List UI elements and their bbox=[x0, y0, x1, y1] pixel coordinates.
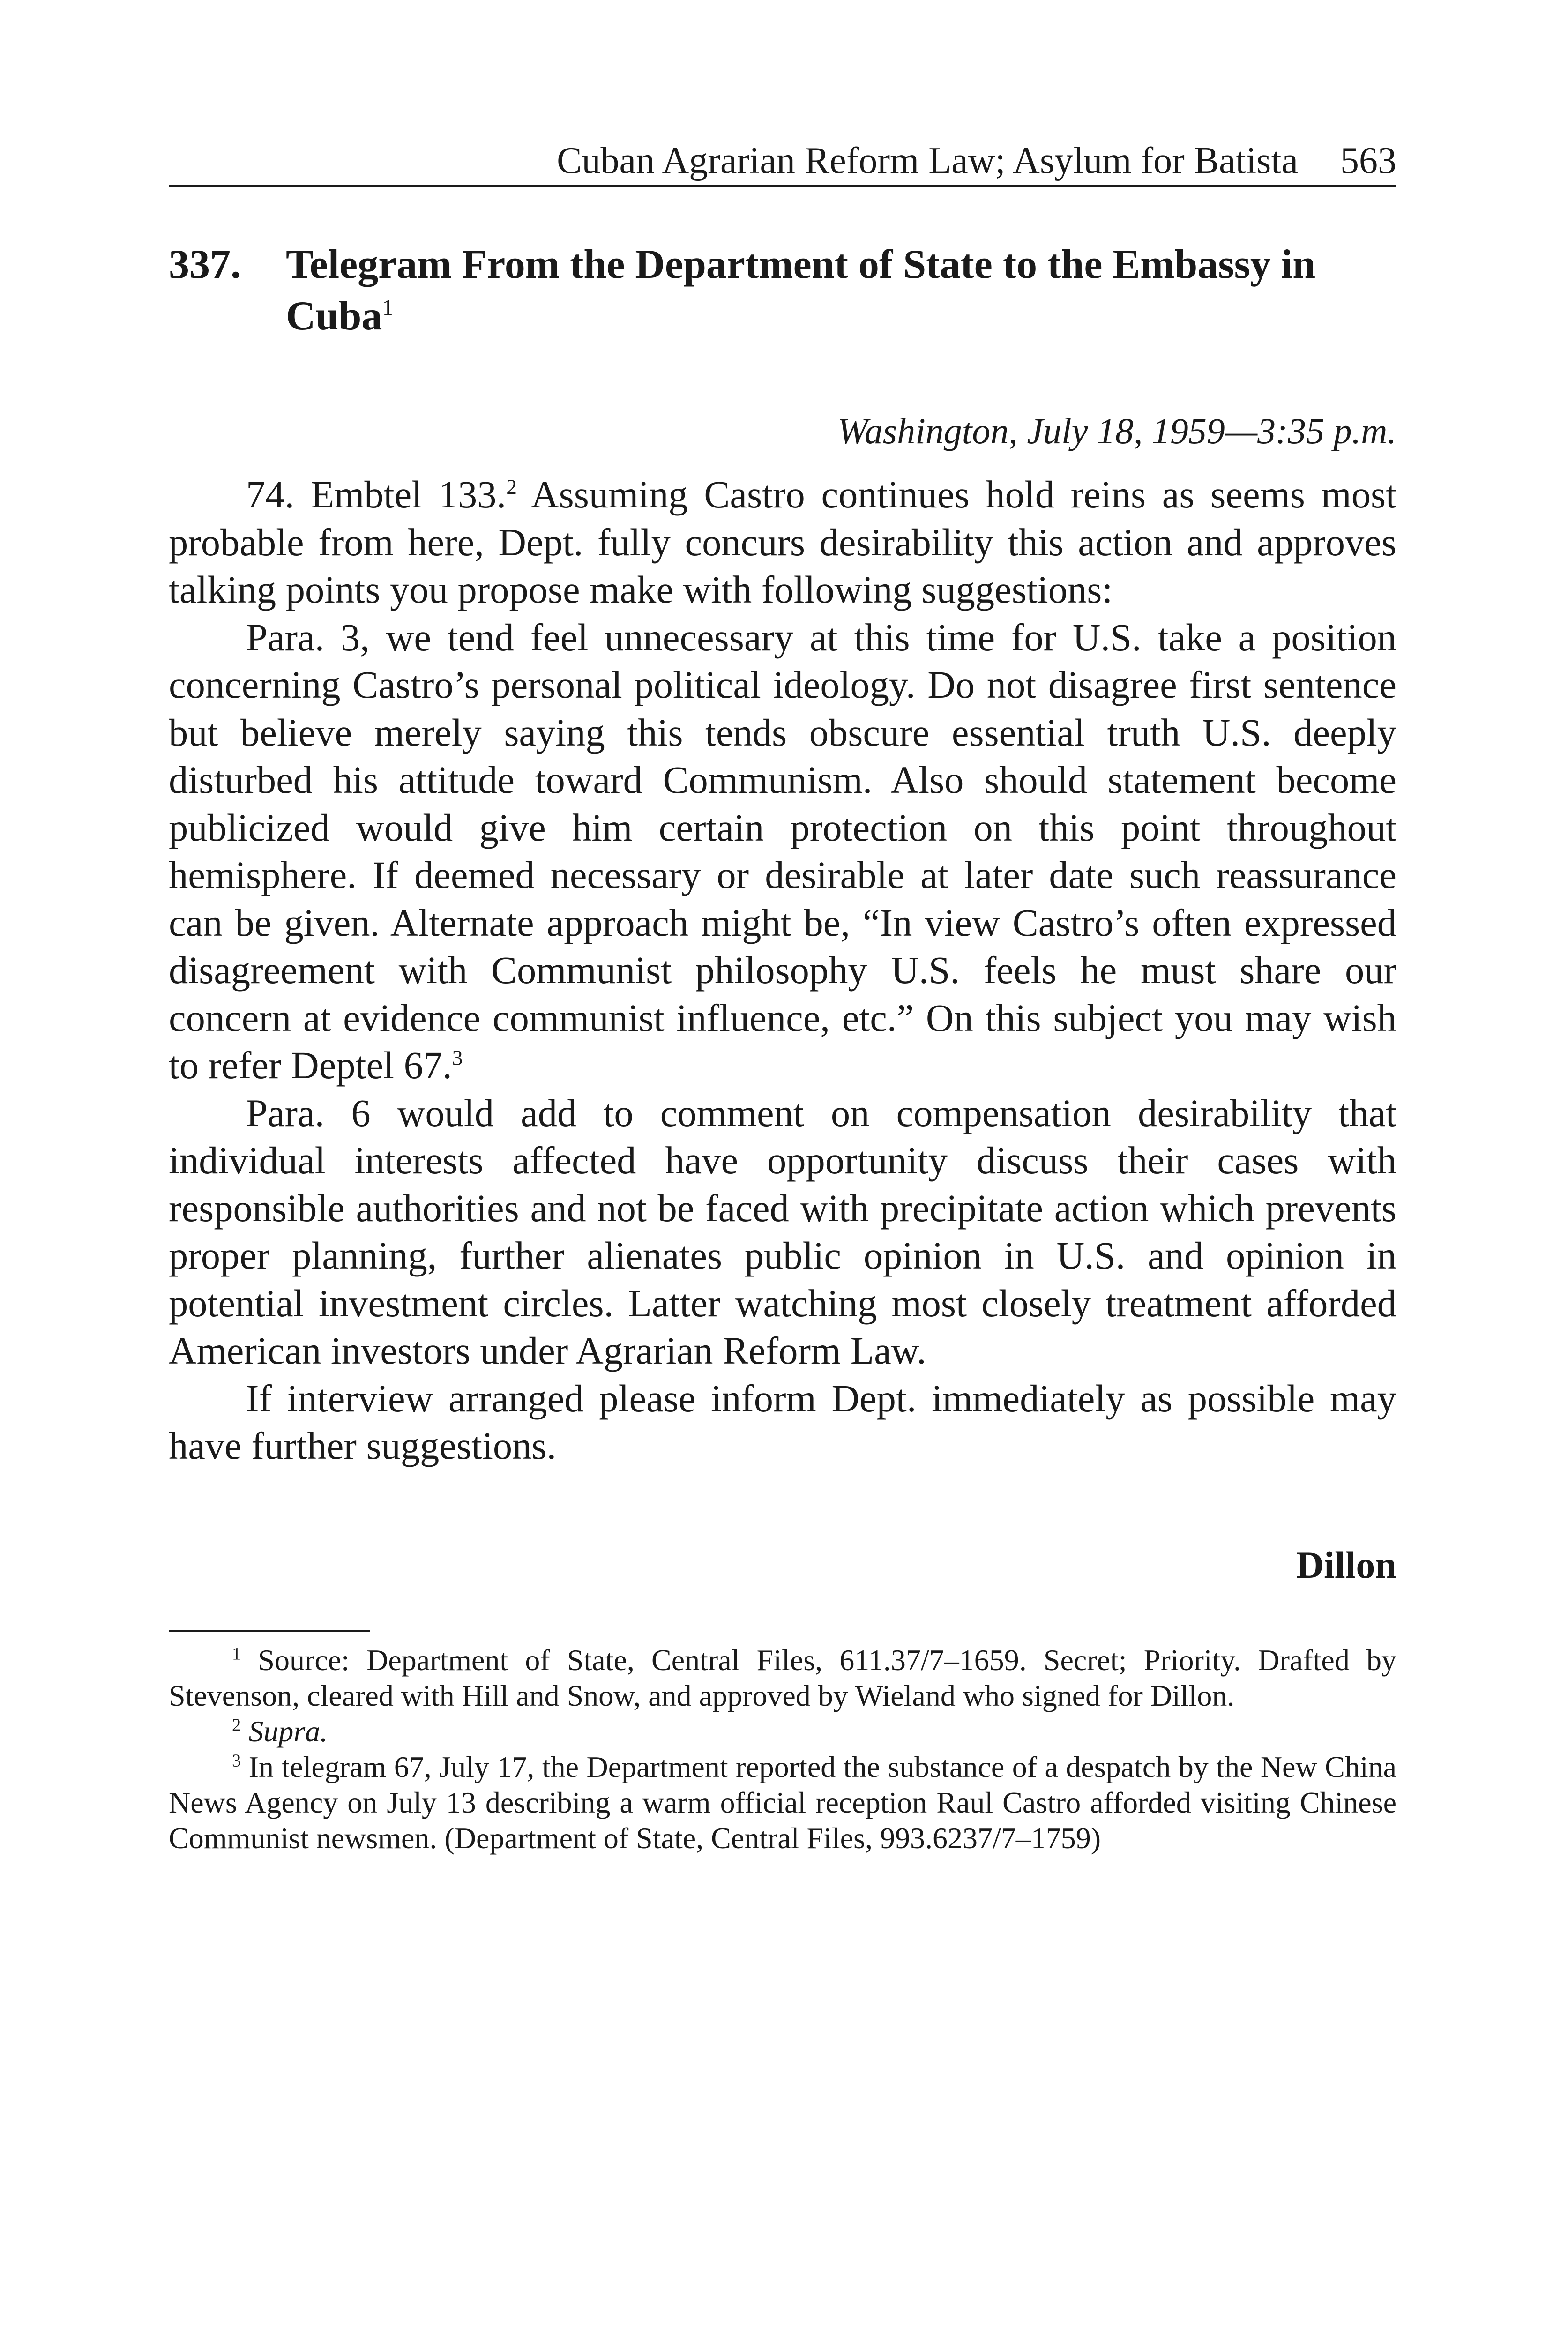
page-number: 563 bbox=[1340, 140, 1396, 181]
footnote-ref-1: 1 bbox=[382, 295, 394, 321]
footnote-text: Supra. bbox=[248, 1715, 328, 1748]
body-paragraph-2 bbox=[169, 614, 1396, 1089]
body-paragraph-4: If interview arranged please inform Dept. immediately as possible may have further suggestions. bbox=[169, 1376, 1396, 1467]
footnote-text: In telegram 67, July 17, the Department reported the substance of a despatch by the New China News Agency on July 13 describing a warm official reception Raul Castro afforded visiting Chinese Communist newsmen. (Department of State, Central Files, 993.6237/7–1759) bbox=[169, 1750, 1397, 1855]
document-number: 337. bbox=[169, 242, 241, 287]
body-p1-rest: Assuming Castro continues hold reins as seems most probable from here, Dept. fully concurs desirability this action and approves talking points you propose make with following suggestions: bbox=[169, 473, 1396, 611]
footnote-ref-3: 3 bbox=[452, 1046, 463, 1070]
footnote-marker: 3 bbox=[232, 1751, 241, 1771]
dateline: Washington, July 18, 1959—3:35 p.m. bbox=[837, 410, 1396, 451]
running-head bbox=[169, 131, 1396, 187]
footnote-ref-2: 2 bbox=[506, 475, 517, 499]
running-head-title: Cuban Agrarian Reform Law; Asylum for Batista bbox=[557, 140, 1298, 181]
footnote-marker: 1 bbox=[232, 1644, 241, 1664]
footnote-rule bbox=[169, 1630, 370, 1632]
footnote-marker: 2 bbox=[232, 1715, 241, 1735]
footnote-3 bbox=[169, 1749, 1396, 1856]
body-p1-start: 74. Embtel 133. bbox=[246, 473, 507, 516]
telegram-body bbox=[169, 471, 1396, 1470]
body-paragraph-1 bbox=[169, 471, 1396, 614]
document-title-text: Telegram From the Department of State to the Embassy in Cuba bbox=[286, 242, 1316, 339]
footnote-text: Source: Department of State, Central Files, 611.37/7–1659. Secret; Priority. Drafted by Stevenson, cleared with Hill and Snow, and approved by Wieland who signed for Dillon. bbox=[169, 1643, 1397, 1712]
body-p2-text: Para. 3, we tend feel unnecessary at this time for U.S. take a position concerning Castro’s personal political ideology. Do not disagree first sentence but believe merely saying this tends obscure essential truth U.S. deeply disturbed his attitude toward Communism. Also should statement become publicized would give him certain protection on this point throughout hemisphere. If deemed necessary or desirable at later date such reassurance can be given. Alternate approach might be, “In view Castro’s often expressed disagreement with Communist philosophy U.S. feels he must share our concern at evidence communist influence, etc.” On this subject you may wish to refer Deptel 67. bbox=[169, 615, 1396, 1087]
footnote-1 bbox=[169, 1642, 1396, 1714]
document-title bbox=[286, 239, 1392, 342]
footnotes bbox=[169, 1642, 1396, 1856]
body-paragraph-3: Para. 6 would add to comment on compensation desirability that individual interests affected have opportunity discuss their cases with responsible authorities and not be faced with precipitate action which prevents proper planning, further alienates public opinion in U.S. and opinion in potential investment circles. Latter watching most closely treatment afforded American investors under Agrarian Reform Law. bbox=[169, 1091, 1396, 1372]
footnote-2 bbox=[169, 1714, 1396, 1749]
signature: Dillon bbox=[1296, 1544, 1396, 1586]
